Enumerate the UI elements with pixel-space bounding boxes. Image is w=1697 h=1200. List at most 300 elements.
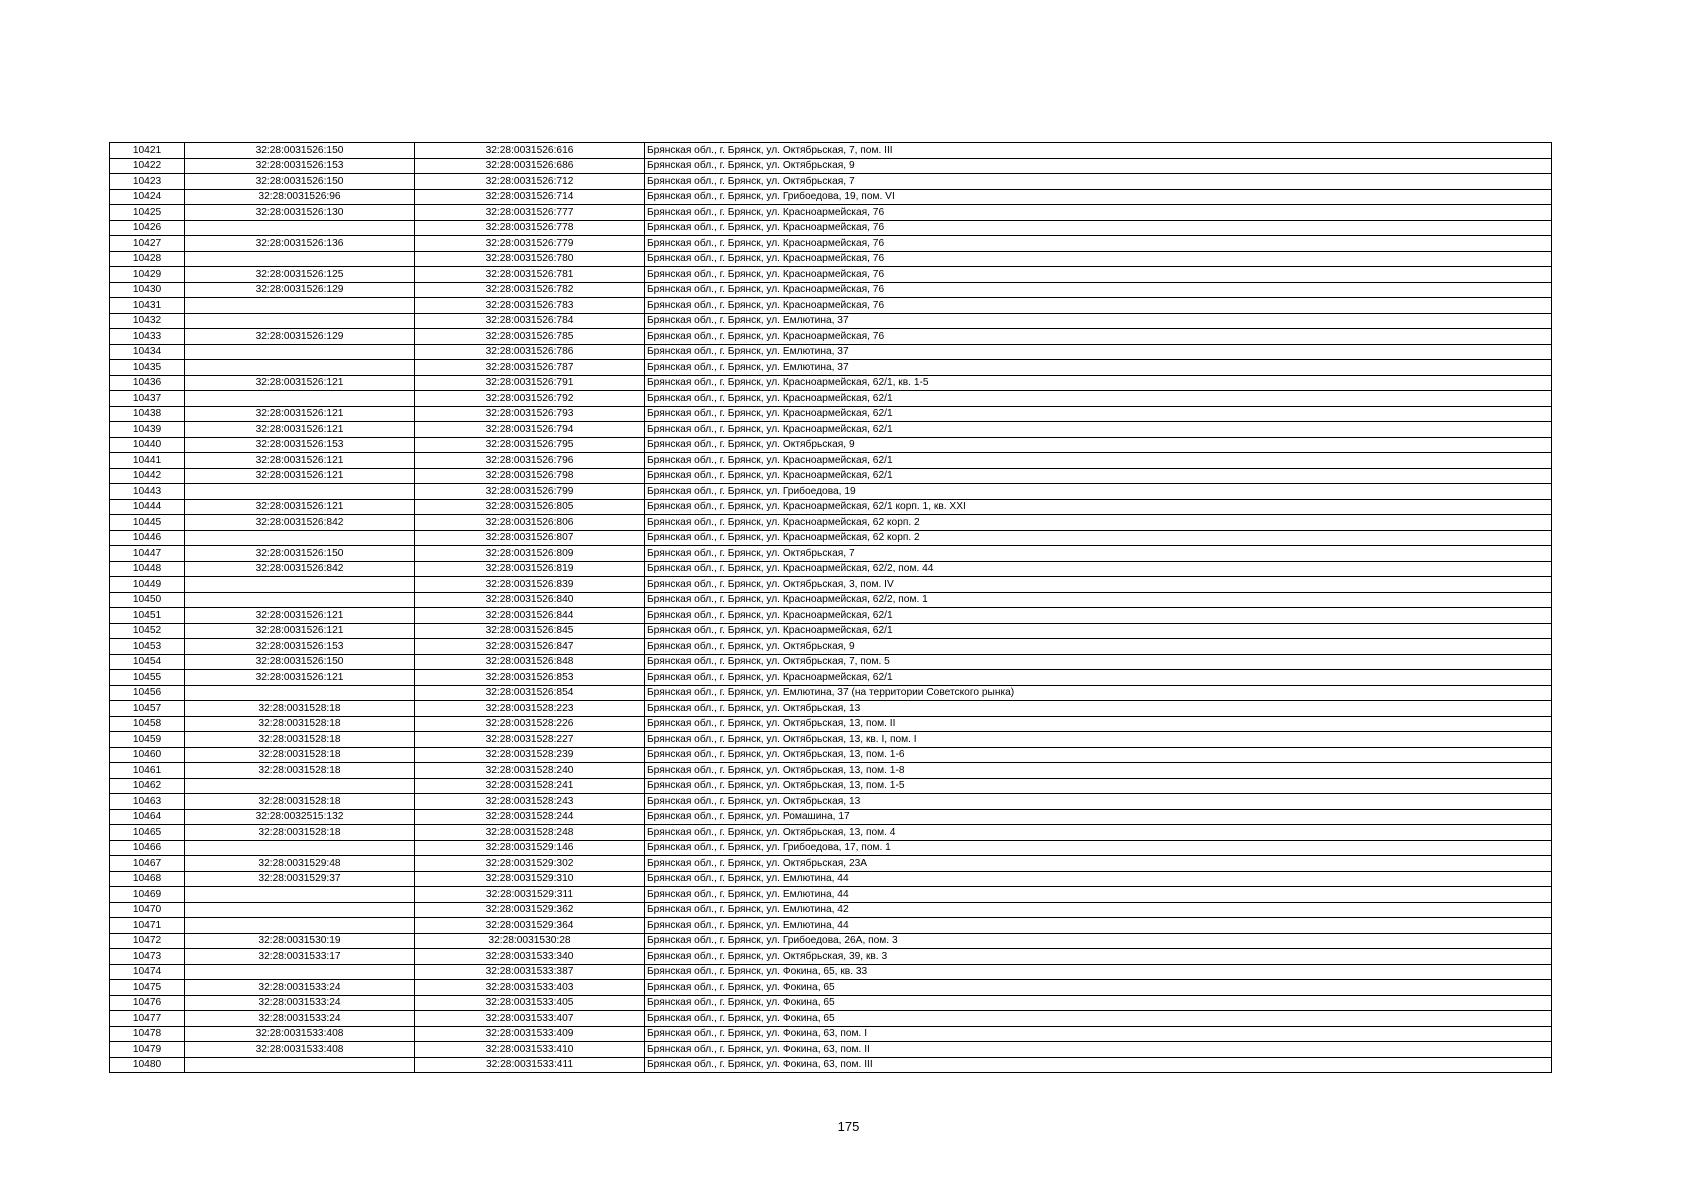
address-cell: Брянская обл., г. Брянск, ул. Красноармейская, 62/1 — [645, 468, 1552, 484]
address-cell: Брянская обл., г. Брянск, ул. Красноармейская, 62/1, кв. 1-5 — [645, 375, 1552, 391]
address-cell: Брянская обл., г. Брянск, ул. Октябрьская, 9 — [645, 437, 1552, 453]
row-number-cell: 10442 — [110, 468, 185, 484]
row-number-cell: 10444 — [110, 499, 185, 515]
cadastral-number-cell: 32:28:0031528:244 — [415, 809, 645, 825]
cadastral-number-cell: 32:28:0031526:798 — [415, 468, 645, 484]
table-row — [110, 1057, 1552, 1073]
table-row — [110, 158, 1552, 174]
cadastral-number-cell: 32:28:0031528:241 — [415, 778, 645, 794]
address-cell: Брянская обл., г. Брянск, ул. Октябрьская, 9 — [645, 158, 1552, 174]
cadastral-number-cell: 32:28:0031526:791 — [415, 375, 645, 391]
table-row — [110, 871, 1552, 887]
parent-cadastral-number-cell: 32:28:0031526:96 — [185, 189, 415, 205]
row-number-cell: 10462 — [110, 778, 185, 794]
row-number-cell: 10464 — [110, 809, 185, 825]
cadastral-number-cell: 32:28:0031526:779 — [415, 236, 645, 252]
parent-cadastral-number-cell — [185, 592, 415, 608]
row-number-cell: 10432 — [110, 313, 185, 329]
row-number-cell: 10450 — [110, 592, 185, 608]
parent-cadastral-number-cell: 32:28:0031526:121 — [185, 608, 415, 624]
cadastral-number-cell: 32:28:0031526:785 — [415, 329, 645, 345]
parent-cadastral-number-cell: 32:28:0031526:129 — [185, 282, 415, 298]
row-number-cell: 10456 — [110, 685, 185, 701]
cadastral-number-cell: 32:28:0031529:364 — [415, 918, 645, 934]
cadastral-number-cell: 32:28:0031528:227 — [415, 732, 645, 748]
table-row — [110, 685, 1552, 701]
table-row — [110, 701, 1552, 717]
table-row — [110, 856, 1552, 872]
table-row — [110, 825, 1552, 841]
row-number-cell: 10421 — [110, 143, 185, 159]
row-number-cell: 10463 — [110, 794, 185, 810]
address-cell: Брянская обл., г. Брянск, ул. Фокина, 63, пом. III — [645, 1057, 1552, 1073]
parent-cadastral-number-cell: 32:28:0031533:24 — [185, 995, 415, 1011]
row-number-cell: 10476 — [110, 995, 185, 1011]
cadastral-number-cell: 32:28:0031526:807 — [415, 530, 645, 546]
cadastral-number-cell: 32:28:0031526:712 — [415, 174, 645, 190]
cadastral-number-cell: 32:28:0031529:302 — [415, 856, 645, 872]
cadastral-number-cell: 32:28:0031529:362 — [415, 902, 645, 918]
cadastral-number-cell: 32:28:0031526:777 — [415, 205, 645, 221]
parent-cadastral-number-cell — [185, 313, 415, 329]
cadastral-number-cell: 32:28:0031526:799 — [415, 484, 645, 500]
row-number-cell: 10470 — [110, 902, 185, 918]
address-cell: Брянская обл., г. Брянск, ул. Красноармейская, 62/1 — [645, 608, 1552, 624]
table-row — [110, 980, 1552, 996]
address-cell: Брянская обл., г. Брянск, ул. Красноармейская, 76 — [645, 236, 1552, 252]
table-row — [110, 1011, 1552, 1027]
row-number-cell: 10446 — [110, 530, 185, 546]
row-number-cell: 10454 — [110, 654, 185, 670]
address-cell: Брянская обл., г. Брянск, ул. Грибоедова, 17, пом. 1 — [645, 840, 1552, 856]
parent-cadastral-number-cell: 32:28:0031526:150 — [185, 654, 415, 670]
table-row — [110, 623, 1552, 639]
parent-cadastral-number-cell: 32:28:0031526:842 — [185, 515, 415, 531]
address-cell: Брянская обл., г. Брянск, ул. Красноармейская, 76 — [645, 220, 1552, 236]
address-cell: Брянская обл., г. Брянск, ул. Емлютина, 42 — [645, 902, 1552, 918]
row-number-cell: 10478 — [110, 1026, 185, 1042]
table-row — [110, 608, 1552, 624]
parent-cadastral-number-cell — [185, 484, 415, 500]
table-row — [110, 329, 1552, 345]
parent-cadastral-number-cell: 32:28:0031526:121 — [185, 468, 415, 484]
address-cell: Брянская обл., г. Брянск, ул. Октябрьская, 7 — [645, 546, 1552, 562]
parent-cadastral-number-cell: 32:28:0031528:18 — [185, 732, 415, 748]
row-number-cell: 10451 — [110, 608, 185, 624]
row-number-cell: 10448 — [110, 561, 185, 577]
address-cell: Брянская обл., г. Брянск, ул. Емлютина, 44 — [645, 918, 1552, 934]
parent-cadastral-number-cell: 32:28:0031526:153 — [185, 158, 415, 174]
address-cell: Брянская обл., г. Брянск, ул. Красноармейская, 62/1 — [645, 406, 1552, 422]
address-cell: Брянская обл., г. Брянск, ул. Емлютина, 44 — [645, 887, 1552, 903]
table-row — [110, 794, 1552, 810]
cadastral-number-cell: 32:28:0031526:819 — [415, 561, 645, 577]
address-cell: Брянская обл., г. Брянск, ул. Фокина, 65 — [645, 995, 1552, 1011]
table-row — [110, 716, 1552, 732]
parent-cadastral-number-cell — [185, 778, 415, 794]
address-cell: Брянская обл., г. Брянск, ул. Красноармейская, 62/1 — [645, 391, 1552, 407]
table-row — [110, 375, 1552, 391]
table-row — [110, 267, 1552, 283]
address-cell: Брянская обл., г. Брянск, ул. Октябрьская, 13, пом. 4 — [645, 825, 1552, 841]
address-cell: Брянская обл., г. Брянск, ул. Октябрьская, 13, пом. 1-5 — [645, 778, 1552, 794]
table-row — [110, 313, 1552, 329]
table-row — [110, 468, 1552, 484]
row-number-cell: 10459 — [110, 732, 185, 748]
row-number-cell: 10457 — [110, 701, 185, 717]
table-row — [110, 1026, 1552, 1042]
cadastral-number-cell: 32:28:0031526:786 — [415, 344, 645, 360]
cadastral-number-cell: 32:28:0031526:780 — [415, 251, 645, 267]
address-cell: Брянская обл., г. Брянск, ул. Красноармейская, 62/1 — [645, 670, 1552, 686]
row-number-cell: 10436 — [110, 375, 185, 391]
cadastral-number-cell: 32:28:0031533:409 — [415, 1026, 645, 1042]
table-row — [110, 499, 1552, 515]
page-number: 175 — [837, 1119, 860, 1134]
cadastral-number-cell: 32:28:0031529:310 — [415, 871, 645, 887]
table-row — [110, 964, 1552, 980]
parent-cadastral-number-cell: 32:28:0031528:18 — [185, 716, 415, 732]
address-cell: Брянская обл., г. Брянск, ул. Фокина, 63, пом. I — [645, 1026, 1552, 1042]
table-row — [110, 143, 1552, 159]
table-row — [110, 453, 1552, 469]
cadastral-number-cell: 32:28:0031526:848 — [415, 654, 645, 670]
table-row — [110, 189, 1552, 205]
row-number-cell: 10477 — [110, 1011, 185, 1027]
registry-table-body — [110, 143, 1552, 1073]
parent-cadastral-number-cell: 32:28:0031526:150 — [185, 546, 415, 562]
parent-cadastral-number-cell — [185, 964, 415, 980]
address-cell: Брянская обл., г. Брянск, ул. Красноармейская, 62 корп. 2 — [645, 515, 1552, 531]
property-registry-table — [109, 142, 1552, 1073]
parent-cadastral-number-cell: 32:28:0031526:150 — [185, 143, 415, 159]
parent-cadastral-number-cell: 32:28:0032515:132 — [185, 809, 415, 825]
cadastral-number-cell: 32:28:0031526:784 — [415, 313, 645, 329]
address-cell: Брянская обл., г. Брянск, ул. Октябрьская, 7 — [645, 174, 1552, 190]
address-cell: Брянская обл., г. Брянск, ул. Октябрьская, 13 — [645, 701, 1552, 717]
parent-cadastral-number-cell — [185, 685, 415, 701]
table-row — [110, 174, 1552, 190]
cadastral-number-cell: 32:28:0031528:248 — [415, 825, 645, 841]
address-cell: Брянская обл., г. Брянск, ул. Грибоедова, 26А, пом. 3 — [645, 933, 1552, 949]
row-number-cell: 10425 — [110, 205, 185, 221]
parent-cadastral-number-cell: 32:28:0031526:150 — [185, 174, 415, 190]
row-number-cell: 10447 — [110, 546, 185, 562]
row-number-cell: 10439 — [110, 422, 185, 438]
row-number-cell: 10475 — [110, 980, 185, 996]
row-number-cell: 10469 — [110, 887, 185, 903]
table-row — [110, 902, 1552, 918]
parent-cadastral-number-cell — [185, 220, 415, 236]
parent-cadastral-number-cell: 32:28:0031526:129 — [185, 329, 415, 345]
table-row — [110, 546, 1552, 562]
address-cell: Брянская обл., г. Брянск, ул. Фокина, 63, пом. II — [645, 1042, 1552, 1058]
cadastral-number-cell: 32:28:0031526:795 — [415, 437, 645, 453]
address-cell: Брянская обл., г. Брянск, ул. Красноармейская, 62/1 — [645, 453, 1552, 469]
parent-cadastral-number-cell: 32:28:0031530:19 — [185, 933, 415, 949]
row-number-cell: 10433 — [110, 329, 185, 345]
table-row — [110, 639, 1552, 655]
table-row — [110, 282, 1552, 298]
row-number-cell: 10468 — [110, 871, 185, 887]
table-row — [110, 515, 1552, 531]
parent-cadastral-number-cell: 32:28:0031528:18 — [185, 825, 415, 841]
parent-cadastral-number-cell — [185, 577, 415, 593]
row-number-cell: 10437 — [110, 391, 185, 407]
parent-cadastral-number-cell: 32:28:0031528:18 — [185, 763, 415, 779]
parent-cadastral-number-cell — [185, 887, 415, 903]
cadastral-number-cell: 32:28:0031526:809 — [415, 546, 645, 562]
parent-cadastral-number-cell — [185, 344, 415, 360]
parent-cadastral-number-cell — [185, 902, 415, 918]
address-cell: Брянская обл., г. Брянск, ул. Октябрьская, 7, пом. III — [645, 143, 1552, 159]
parent-cadastral-number-cell: 32:28:0031526:121 — [185, 623, 415, 639]
cadastral-number-cell: 32:28:0031533:387 — [415, 964, 645, 980]
row-number-cell: 10455 — [110, 670, 185, 686]
cadastral-number-cell: 32:28:0031526:714 — [415, 189, 645, 205]
cadastral-number-cell: 32:28:0031528:226 — [415, 716, 645, 732]
address-cell: Брянская обл., г. Брянск, ул. Грибоедова, 19 — [645, 484, 1552, 500]
table-row — [110, 360, 1552, 376]
cadastral-number-cell: 32:28:0031533:410 — [415, 1042, 645, 1058]
table-row — [110, 840, 1552, 856]
cadastral-number-cell: 32:28:0031528:223 — [415, 701, 645, 717]
cadastral-number-cell: 32:28:0031528:243 — [415, 794, 645, 810]
parent-cadastral-number-cell: 32:28:0031526:153 — [185, 639, 415, 655]
parent-cadastral-number-cell: 32:28:0031529:48 — [185, 856, 415, 872]
parent-cadastral-number-cell — [185, 1057, 415, 1073]
row-number-cell: 10445 — [110, 515, 185, 531]
cadastral-number-cell: 32:28:0031526:854 — [415, 685, 645, 701]
parent-cadastral-number-cell: 32:28:0031526:136 — [185, 236, 415, 252]
table-row — [110, 530, 1552, 546]
parent-cadastral-number-cell: 32:28:0031526:130 — [185, 205, 415, 221]
table-row — [110, 592, 1552, 608]
parent-cadastral-number-cell — [185, 840, 415, 856]
row-number-cell: 10435 — [110, 360, 185, 376]
row-number-cell: 10471 — [110, 918, 185, 934]
parent-cadastral-number-cell — [185, 530, 415, 546]
address-cell: Брянская обл., г. Брянск, ул. Красноармейская, 62/2, пом. 1 — [645, 592, 1552, 608]
cadastral-number-cell: 32:28:0031533:405 — [415, 995, 645, 1011]
cadastral-number-cell: 32:28:0031533:411 — [415, 1057, 645, 1073]
row-number-cell: 10428 — [110, 251, 185, 267]
table-row — [110, 205, 1552, 221]
row-number-cell: 10467 — [110, 856, 185, 872]
row-number-cell: 10427 — [110, 236, 185, 252]
parent-cadastral-number-cell — [185, 298, 415, 314]
row-number-cell: 10422 — [110, 158, 185, 174]
cadastral-number-cell: 32:28:0031526:781 — [415, 267, 645, 283]
parent-cadastral-number-cell: 32:28:0031526:121 — [185, 670, 415, 686]
parent-cadastral-number-cell: 32:28:0031526:121 — [185, 406, 415, 422]
parent-cadastral-number-cell — [185, 918, 415, 934]
row-number-cell: 10465 — [110, 825, 185, 841]
cadastral-number-cell: 32:28:0031526:783 — [415, 298, 645, 314]
address-cell: Брянская обл., г. Брянск, ул. Емлютина, 37 — [645, 344, 1552, 360]
address-cell: Брянская обл., г. Брянск, ул. Октябрьская, 39, кв. 3 — [645, 949, 1552, 965]
parent-cadastral-number-cell: 32:28:0031533:24 — [185, 980, 415, 996]
address-cell: Брянская обл., г. Брянск, ул. Красноармейская, 62/1 — [645, 623, 1552, 639]
table-row — [110, 654, 1552, 670]
cadastral-number-cell: 32:28:0031526:792 — [415, 391, 645, 407]
parent-cadastral-number-cell: 32:28:0031526:121 — [185, 422, 415, 438]
row-number-cell: 10474 — [110, 964, 185, 980]
address-cell: Брянская обл., г. Брянск, ул. Красноармейская, 62/1 корп. 1, кв. XXI — [645, 499, 1552, 515]
cadastral-number-cell: 32:28:0031526:839 — [415, 577, 645, 593]
address-cell: Брянская обл., г. Брянск, ул. Красноармейская, 76 — [645, 251, 1552, 267]
row-number-cell: 10440 — [110, 437, 185, 453]
cadastral-number-cell: 32:28:0031526:840 — [415, 592, 645, 608]
row-number-cell: 10453 — [110, 639, 185, 655]
table-row — [110, 1042, 1552, 1058]
table-row — [110, 887, 1552, 903]
row-number-cell: 10443 — [110, 484, 185, 500]
cadastral-number-cell: 32:28:0031526:805 — [415, 499, 645, 515]
parent-cadastral-number-cell: 32:28:0031533:24 — [185, 1011, 415, 1027]
row-number-cell: 10460 — [110, 747, 185, 763]
address-cell: Брянская обл., г. Брянск, ул. Фокина, 65 — [645, 1011, 1552, 1027]
address-cell: Брянская обл., г. Брянск, ул. Грибоедова, 19, пом. VI — [645, 189, 1552, 205]
cadastral-number-cell: 32:28:0031528:239 — [415, 747, 645, 763]
table-row — [110, 577, 1552, 593]
cadastral-number-cell: 32:28:0031526:844 — [415, 608, 645, 624]
table-row — [110, 763, 1552, 779]
row-number-cell: 10473 — [110, 949, 185, 965]
cadastral-number-cell: 32:28:0031526:782 — [415, 282, 645, 298]
address-cell: Брянская обл., г. Брянск, ул. Октябрьская, 7, пом. 5 — [645, 654, 1552, 670]
table-row — [110, 732, 1552, 748]
row-number-cell: 10424 — [110, 189, 185, 205]
address-cell: Брянская обл., г. Брянск, ул. Фокина, 65 — [645, 980, 1552, 996]
address-cell: Брянская обл., г. Брянск, ул. Октябрьская, 23А — [645, 856, 1552, 872]
table-row — [110, 298, 1552, 314]
address-cell: Брянская обл., г. Брянск, ул. Емлютина, 37 — [645, 360, 1552, 376]
row-number-cell: 10472 — [110, 933, 185, 949]
address-cell: Брянская обл., г. Брянск, ул. Красноармейская, 76 — [645, 267, 1552, 283]
row-number-cell: 10461 — [110, 763, 185, 779]
cadastral-number-cell: 32:28:0031533:407 — [415, 1011, 645, 1027]
cadastral-number-cell: 32:28:0031533:403 — [415, 980, 645, 996]
row-number-cell: 10449 — [110, 577, 185, 593]
address-cell: Брянская обл., г. Брянск, ул. Октябрьская, 13 — [645, 794, 1552, 810]
row-number-cell: 10426 — [110, 220, 185, 236]
cadastral-number-cell: 32:28:0031526:787 — [415, 360, 645, 376]
address-cell: Брянская обл., г. Брянск, ул. Красноармейская, 76 — [645, 205, 1552, 221]
cadastral-number-cell: 32:28:0031529:146 — [415, 840, 645, 856]
address-cell: Брянская обл., г. Брянск, ул. Октябрьская, 13, пом. II — [645, 716, 1552, 732]
table-row — [110, 391, 1552, 407]
table-row — [110, 251, 1552, 267]
table-row — [110, 778, 1552, 794]
address-cell: Брянская обл., г. Брянск, ул. Красноармейская, 76 — [645, 282, 1552, 298]
table-row — [110, 670, 1552, 686]
parent-cadastral-number-cell: 32:28:0031526:121 — [185, 375, 415, 391]
parent-cadastral-number-cell: 32:28:0031526:153 — [185, 437, 415, 453]
address-cell: Брянская обл., г. Брянск, ул. Красноармейская, 62 корп. 2 — [645, 530, 1552, 546]
cadastral-number-cell: 32:28:0031533:340 — [415, 949, 645, 965]
row-number-cell: 10431 — [110, 298, 185, 314]
parent-cadastral-number-cell: 32:28:0031528:18 — [185, 794, 415, 810]
table-row — [110, 406, 1552, 422]
address-cell: Брянская обл., г. Брянск, ул. Октябрьская, 13, пом. 1-8 — [645, 763, 1552, 779]
address-cell: Брянская обл., г. Брянск, ул. Красноармейская, 62/2, пом. 44 — [645, 561, 1552, 577]
address-cell: Брянская обл., г. Брянск, ул. Фокина, 65, кв. 33 — [645, 964, 1552, 980]
parent-cadastral-number-cell: 32:28:0031528:18 — [185, 701, 415, 717]
cadastral-number-cell: 32:28:0031526:686 — [415, 158, 645, 174]
row-number-cell: 10441 — [110, 453, 185, 469]
cadastral-number-cell: 32:28:0031526:847 — [415, 639, 645, 655]
cadastral-number-cell: 32:28:0031526:794 — [415, 422, 645, 438]
row-number-cell: 10434 — [110, 344, 185, 360]
table-row — [110, 809, 1552, 825]
parent-cadastral-number-cell: 32:28:0031533:408 — [185, 1042, 415, 1058]
row-number-cell: 10423 — [110, 174, 185, 190]
address-cell: Брянская обл., г. Брянск, ул. Ромашина, 17 — [645, 809, 1552, 825]
table-row — [110, 949, 1552, 965]
table-row — [110, 747, 1552, 763]
table-row — [110, 561, 1552, 577]
table-row — [110, 933, 1552, 949]
cadastral-number-cell: 32:28:0031528:240 — [415, 763, 645, 779]
cadastral-number-cell: 32:28:0031526:778 — [415, 220, 645, 236]
cadastral-number-cell: 32:28:0031526:853 — [415, 670, 645, 686]
parent-cadastral-number-cell — [185, 251, 415, 267]
parent-cadastral-number-cell — [185, 360, 415, 376]
parent-cadastral-number-cell: 32:28:0031533:408 — [185, 1026, 415, 1042]
table-row — [110, 995, 1552, 1011]
row-number-cell: 10430 — [110, 282, 185, 298]
address-cell: Брянская обл., г. Брянск, ул. Октябрьская, 9 — [645, 639, 1552, 655]
table-row — [110, 220, 1552, 236]
address-cell: Брянская обл., г. Брянск, ул. Красноармейская, 62/1 — [645, 422, 1552, 438]
address-cell: Брянская обл., г. Брянск, ул. Емлютина, 44 — [645, 871, 1552, 887]
row-number-cell: 10452 — [110, 623, 185, 639]
table-row — [110, 422, 1552, 438]
cadastral-number-cell: 32:28:0031526:616 — [415, 143, 645, 159]
cadastral-number-cell: 32:28:0031529:311 — [415, 887, 645, 903]
parent-cadastral-number-cell: 32:28:0031526:842 — [185, 561, 415, 577]
parent-cadastral-number-cell: 32:28:0031526:121 — [185, 453, 415, 469]
parent-cadastral-number-cell: 32:28:0031526:125 — [185, 267, 415, 283]
table-row — [110, 344, 1552, 360]
address-cell: Брянская обл., г. Брянск, ул. Емлютина, 37 — [645, 313, 1552, 329]
address-cell: Брянская обл., г. Брянск, ул. Красноармейская, 76 — [645, 329, 1552, 345]
parent-cadastral-number-cell — [185, 391, 415, 407]
row-number-cell: 10466 — [110, 840, 185, 856]
cadastral-number-cell: 32:28:0031526:845 — [415, 623, 645, 639]
table-row — [110, 484, 1552, 500]
cadastral-number-cell: 32:28:0031526:793 — [415, 406, 645, 422]
row-number-cell: 10458 — [110, 716, 185, 732]
table-row — [110, 437, 1552, 453]
cadastral-number-cell: 32:28:0031530:28 — [415, 933, 645, 949]
table-row — [110, 236, 1552, 252]
parent-cadastral-number-cell: 32:28:0031526:121 — [185, 499, 415, 515]
address-cell: Брянская обл., г. Брянск, ул. Октябрьская, 13, кв. I, пом. I — [645, 732, 1552, 748]
row-number-cell: 10479 — [110, 1042, 185, 1058]
row-number-cell: 10429 — [110, 267, 185, 283]
cadastral-number-cell: 32:28:0031526:806 — [415, 515, 645, 531]
cadastral-number-cell: 32:28:0031526:796 — [415, 453, 645, 469]
table-row — [110, 918, 1552, 934]
parent-cadastral-number-cell: 32:28:0031533:17 — [185, 949, 415, 965]
address-cell: Брянская обл., г. Брянск, ул. Октябрьская, 3, пом. IV — [645, 577, 1552, 593]
address-cell: Брянская обл., г. Брянск, ул. Октябрьская, 13, пом. 1-6 — [645, 747, 1552, 763]
row-number-cell: 10438 — [110, 406, 185, 422]
address-cell: Брянская обл., г. Брянск, ул. Красноармейская, 76 — [645, 298, 1552, 314]
parent-cadastral-number-cell: 32:28:0031529:37 — [185, 871, 415, 887]
